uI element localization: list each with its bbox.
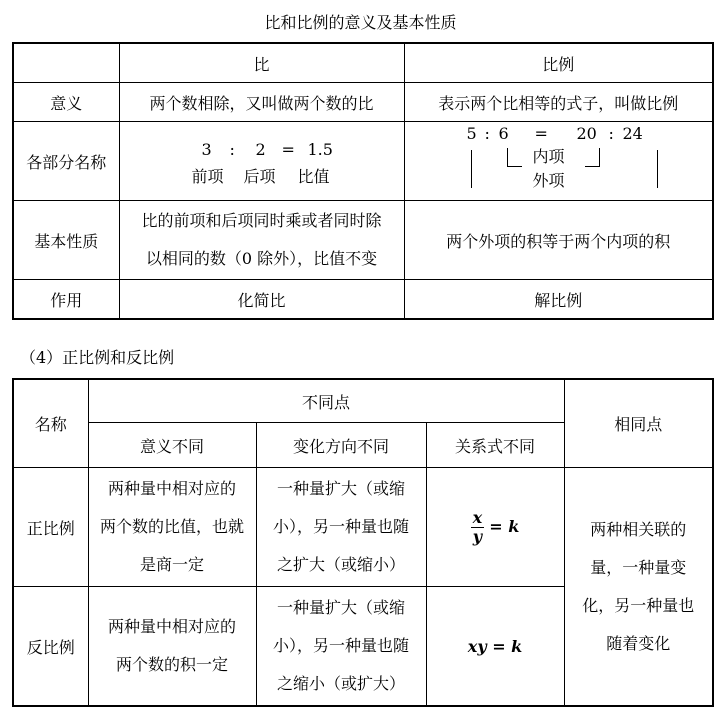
direct-meaning bbox=[88, 468, 256, 587]
prop-term-3: 20 bbox=[576, 124, 597, 143]
inverse-direction bbox=[256, 587, 426, 707]
direct-direction-line-1: 一种量扩大（或缩 bbox=[276, 479, 405, 498]
proportion-use: 解比例 bbox=[404, 280, 713, 320]
table-row bbox=[13, 468, 713, 587]
row-label-property: 基本性质 bbox=[13, 201, 119, 280]
similarities-line-4: 随着变化 bbox=[606, 633, 671, 653]
header-name: 名称 bbox=[13, 379, 88, 468]
name-ratio-value: 比值 bbox=[297, 167, 330, 186]
similarities-line-1: 两种相关联的 bbox=[590, 519, 687, 539]
subheader-formula: 关系式不同 bbox=[426, 423, 564, 468]
table-row bbox=[13, 379, 713, 423]
row-label-parts: 各部分名称 bbox=[13, 122, 119, 201]
direct-meaning-line-3: 是商一定 bbox=[139, 555, 204, 574]
ratio-term-second: 2 bbox=[255, 140, 266, 159]
row-label-use: 作用 bbox=[13, 280, 119, 320]
inner-bracket-left bbox=[507, 148, 522, 167]
ratio-value: 1.5 bbox=[307, 140, 333, 159]
formula-denominator: y bbox=[472, 526, 483, 546]
table-row bbox=[13, 122, 713, 201]
direct-meaning-line-1: 两种量中相对应的 bbox=[107, 479, 236, 498]
section-title: （4）正比例和反比例 bbox=[20, 348, 175, 367]
ratio-equals: = bbox=[281, 140, 295, 159]
direct-direction bbox=[256, 468, 426, 587]
header-proportion: 比例 bbox=[404, 43, 713, 83]
proportion-parts bbox=[404, 122, 713, 201]
table-row bbox=[13, 83, 713, 122]
prop-term-2: 6 bbox=[498, 124, 509, 143]
prop-colon-1: : bbox=[484, 124, 490, 143]
inverse-direction-line-1: 一种量扩大（或缩 bbox=[276, 598, 405, 617]
proportion-meaning: 表示两个比相等的式子，叫做比例 bbox=[404, 83, 713, 122]
inner-terms-label: 内项 bbox=[532, 147, 565, 166]
outer-bracket-left bbox=[471, 150, 476, 188]
direct-formula-rhs: = k bbox=[489, 516, 520, 536]
name-consequent: 后项 bbox=[243, 167, 276, 186]
similarities bbox=[564, 468, 713, 707]
inner-bracket-right bbox=[585, 148, 600, 167]
ratio-use: 化简比 bbox=[119, 280, 404, 320]
label-direct: 正比例 bbox=[13, 468, 88, 587]
prop-equals: = bbox=[534, 124, 548, 143]
direct-formula-fraction bbox=[471, 509, 485, 546]
prop-term-1: 5 bbox=[466, 124, 477, 143]
row-label-meaning: 意义 bbox=[13, 83, 119, 122]
ratio-meaning: 两个数相除，又叫做两个数的比 bbox=[119, 83, 404, 122]
direct-formula bbox=[426, 468, 564, 587]
direct-direction-line-3: 之扩大（或缩小） bbox=[276, 555, 405, 574]
inverse-formula bbox=[426, 587, 564, 707]
inverse-meaning-line-2: 两个数的积一定 bbox=[115, 655, 228, 674]
header-differences: 不同点 bbox=[88, 379, 564, 423]
inverse-direction-line-2: 小），另一种量也随 bbox=[272, 636, 409, 655]
direct-meaning-line-2: 两个数的比值，也就 bbox=[99, 517, 244, 536]
ratio-parts bbox=[119, 122, 404, 201]
similarities-line-2: 量，一种量变 bbox=[590, 557, 687, 577]
label-inverse: 反比例 bbox=[13, 587, 88, 707]
direct-direction-line-2: 小），另一种量也随 bbox=[272, 517, 409, 536]
table-row bbox=[13, 280, 713, 320]
name-antecedent: 前项 bbox=[191, 167, 224, 186]
table-row bbox=[13, 43, 713, 83]
ratio-proportion-table bbox=[12, 42, 714, 320]
inverse-meaning bbox=[88, 587, 256, 707]
ratio-property bbox=[119, 201, 404, 280]
proportion-property: 两个外项的积等于两个内项的积 bbox=[404, 201, 713, 280]
direct-inverse-table bbox=[12, 378, 714, 707]
ratio-colon: : bbox=[229, 140, 235, 159]
formula-numerator: x bbox=[472, 507, 483, 527]
outer-bracket-right bbox=[653, 150, 658, 188]
outer-terms-label: 外项 bbox=[532, 171, 565, 190]
inverse-meaning-line-1: 两种量中相对应的 bbox=[107, 617, 236, 636]
inverse-formula-text: xy = k bbox=[467, 636, 523, 656]
page-title: 比和比例的意义及基本性质 bbox=[264, 13, 457, 32]
table-row bbox=[13, 201, 713, 280]
similarities-line-3: 化，另一种量也 bbox=[582, 595, 695, 615]
ratio-term-first: 3 bbox=[201, 140, 212, 159]
prop-colon-2: : bbox=[608, 124, 614, 143]
header-ratio: 比 bbox=[119, 43, 404, 83]
header-similarities: 相同点 bbox=[564, 379, 713, 468]
subheader-meaning: 意义不同 bbox=[88, 423, 256, 468]
subheader-direction: 变化方向不同 bbox=[256, 423, 426, 468]
inverse-direction-line-3: 之缩小（或扩大） bbox=[276, 674, 405, 693]
ratio-property-line-2: 以相同的数（0 除外），比值不变 bbox=[145, 249, 378, 268]
ratio-property-line-1: 比的前项和后项同时乘或者同时除 bbox=[141, 211, 382, 230]
prop-term-4: 24 bbox=[622, 124, 643, 143]
header-empty bbox=[13, 43, 119, 83]
